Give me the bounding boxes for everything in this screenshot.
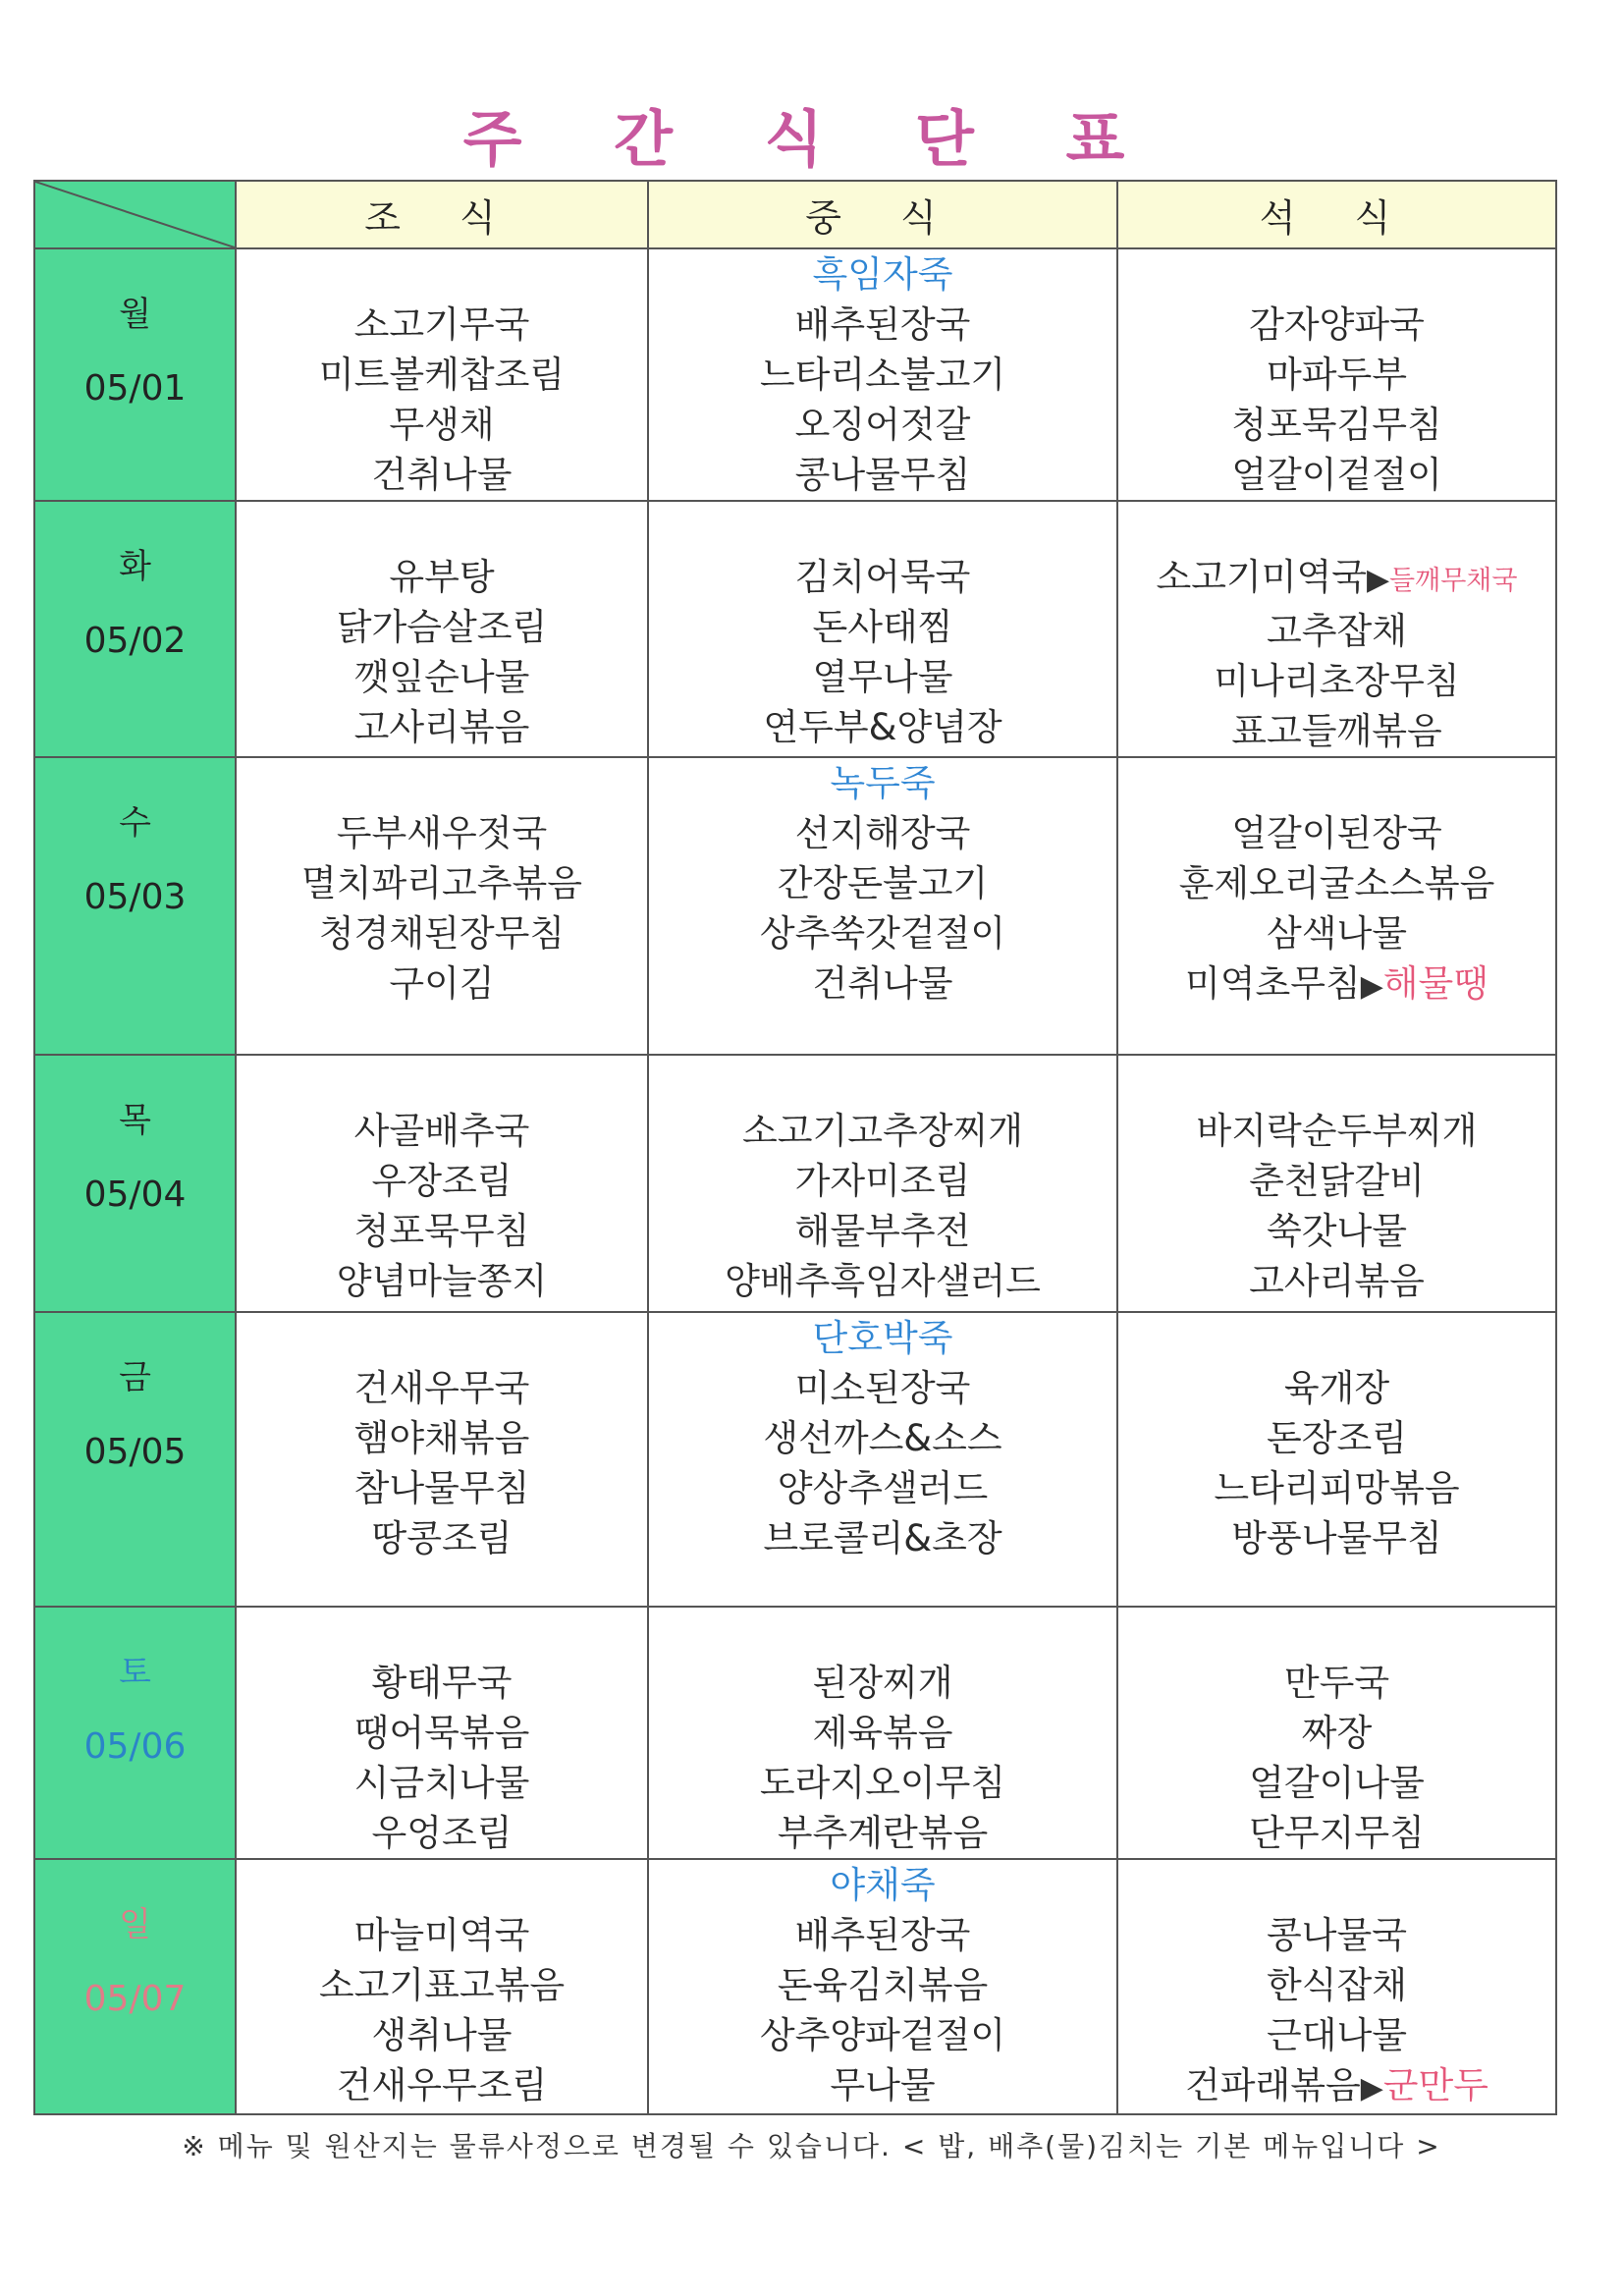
menu-item: 돈육김치볶음: [777, 1964, 989, 2006]
day-cell: [34, 757, 236, 1055]
menu-item: 닭가슴살조림: [336, 606, 548, 648]
day-cell: [34, 1312, 236, 1607]
dinner-cell: [1117, 757, 1556, 1055]
menu-item: 미트볼케찹조림: [318, 354, 566, 396]
porridge-item: 녹두죽: [830, 762, 936, 804]
menu-item-with-alternative: [1118, 2060, 1555, 2113]
menu-item: 간장돈불고기: [777, 862, 989, 904]
day-date: 05/05: [83, 1432, 187, 1472]
arrow-icon: ▶: [1360, 969, 1383, 1004]
menu-item: 브로콜리&초장: [763, 1517, 1002, 1559]
menu-item: 생취나물: [371, 2014, 513, 2056]
dinner-cell: [1117, 1312, 1556, 1607]
menu-item: 우엉조림: [371, 1812, 513, 1854]
day-date: 05/01: [83, 368, 187, 409]
lunch-cell: [648, 1312, 1117, 1607]
menu-item: 근대나물: [1267, 2014, 1407, 2056]
menu-item: 배추된장국: [794, 1914, 971, 1956]
menu-item: 단무지무침: [1249, 1812, 1425, 1854]
menu-item: 무생채: [389, 404, 495, 446]
menu-item: 멸치꽈리고추볶음: [301, 862, 582, 904]
menu-item: 표고들깨볶음: [1231, 710, 1442, 752]
menu-item: 소고기표고볶음: [318, 1964, 566, 2006]
menu-item: 구이김: [389, 962, 495, 1005]
lunch-cell: [648, 1055, 1117, 1312]
menu-item: 콩나물무침: [794, 454, 971, 496]
day-cell: [34, 248, 236, 501]
menu-item: 청경채된장무침: [318, 912, 566, 955]
menu-item: 한식잡채: [1267, 1964, 1407, 2006]
breakfast-cell: [236, 1055, 648, 1312]
alternative-item: 해물땡: [1382, 962, 1489, 1005]
menu-item: 된장찌개: [812, 1662, 953, 1704]
menu-item: 돈사태찜: [812, 606, 953, 648]
alternative-item: 들깨무채국: [1389, 566, 1518, 596]
weekly-menu-table: [33, 180, 1557, 2115]
breakfast-cell: [236, 1859, 648, 2114]
lunch-cell: [648, 1607, 1117, 1859]
menu-item-with-alternative: [1118, 958, 1555, 1011]
day-name: 일: [119, 1905, 151, 1944]
menu-item: 건새우무조림: [336, 2064, 548, 2106]
lunch-cell: [648, 248, 1117, 501]
day-cell: [34, 501, 236, 757]
table-row: [34, 501, 1556, 757]
menu-item: 땡어묵볶음: [353, 1712, 530, 1754]
breakfast-cell: [236, 757, 648, 1055]
menu-body: [34, 248, 1556, 2114]
menu-item: 고추잡채: [1267, 610, 1407, 652]
lunch-cell: [648, 757, 1117, 1055]
menu-item: 햄야채볶음: [353, 1417, 530, 1459]
day-date: 05/04: [83, 1175, 187, 1215]
table-row: [34, 1607, 1556, 1859]
menu-item: 방풍나물무침: [1231, 1517, 1442, 1559]
menu-item: 느타리소불고기: [759, 354, 1006, 396]
menu-item: 도라지오이무침: [759, 1762, 1006, 1804]
day-name: 목: [119, 1101, 151, 1140]
dinner-cell: [1117, 501, 1556, 757]
table-row: [34, 1859, 1556, 2114]
menu-item: 돈장조림: [1267, 1417, 1407, 1459]
dinner-cell: [1117, 1607, 1556, 1859]
menu-item: 소고기무국: [353, 303, 530, 346]
menu-item: 시금치나물: [353, 1762, 530, 1804]
dinner-cell: [1117, 1859, 1556, 2114]
day-name: 수: [119, 803, 151, 843]
day-date: 05/06: [83, 1726, 187, 1767]
menu-item: 무나물: [830, 2064, 936, 2106]
menu-item: 오징어젓갈: [794, 404, 971, 446]
menu-item-text: 미역초무침: [1184, 962, 1361, 1005]
menu-item: 삼색나물: [1267, 912, 1407, 955]
menu-item-text: 건파래볶음: [1184, 2064, 1361, 2106]
porridge-item: 단호박죽: [812, 1317, 953, 1359]
menu-item: 건새우무국: [353, 1367, 530, 1409]
breakfast-cell: [236, 501, 648, 757]
lunch-cell: [648, 501, 1117, 757]
menu-item: 얼갈이겉절이: [1231, 454, 1442, 496]
porridge-item: 흑임자죽: [812, 253, 953, 296]
menu-item: 땅콩조림: [371, 1517, 513, 1559]
corner-cell: [34, 181, 236, 248]
menu-item: 춘천닭갈비: [1249, 1160, 1425, 1202]
menu-item: 감자양파국: [1249, 303, 1425, 346]
table-row: [34, 248, 1556, 501]
breakfast-cell: [236, 1607, 648, 1859]
day-date: 05/02: [83, 621, 187, 661]
porridge-item: 야채죽: [830, 1864, 936, 1906]
table-row: [34, 1055, 1556, 1312]
menu-item: 양념마늘쫑지: [336, 1260, 548, 1302]
menu-item: 열무나물: [812, 656, 953, 698]
footer-note: ※ 메뉴 및 원산지는 물류사정으로 변경될 수 있습니다. < 밥, 배추(물)김치는 기본 메뉴입니다 >: [182, 2130, 1441, 2162]
alternative-item: 군만두: [1382, 2064, 1489, 2106]
menu-item: 가자미조림: [794, 1160, 971, 1202]
menu-item: 건취나물: [812, 962, 953, 1005]
menu-item: 육개장: [1283, 1367, 1390, 1409]
menu-item: 만두국: [1283, 1662, 1390, 1704]
menu-item: 제육볶음: [812, 1712, 953, 1754]
arrow-icon: ▶: [1366, 563, 1390, 597]
day-name: 금: [119, 1358, 151, 1397]
menu-item: 유부탕: [389, 556, 495, 598]
menu-item: 청포묵김무침: [1231, 404, 1442, 446]
breakfast-cell: [236, 248, 648, 501]
day-name: 월: [119, 295, 151, 334]
lunch-cell: [648, 1859, 1117, 2114]
header-breakfast: 조 식: [236, 181, 648, 248]
dinner-cell: [1117, 1055, 1556, 1312]
menu-item: 해물부추전: [794, 1210, 971, 1252]
menu-item: 부추계란볶음: [777, 1812, 989, 1854]
menu-item: 미나리초장무침: [1214, 660, 1460, 702]
menu-item: 쑥갓나물: [1267, 1210, 1407, 1252]
arrow-icon: ▶: [1360, 2071, 1383, 2105]
menu-item-text: 소고기미역국: [1156, 556, 1367, 598]
menu-item: 느타리피망볶음: [1214, 1467, 1460, 1509]
menu-item: 짜장: [1301, 1712, 1373, 1754]
menu-item: 양배추흑임자샐러드: [725, 1260, 1041, 1302]
day-name: 토: [119, 1653, 151, 1692]
menu-item: 얼갈이된장국: [1231, 812, 1442, 854]
menu-item: 연두부&양념장: [763, 706, 1002, 748]
day-cell: [34, 1055, 236, 1312]
menu-item: 미소된장국: [794, 1367, 971, 1409]
breakfast-cell: [236, 1312, 648, 1607]
header-lunch: 중 식: [648, 181, 1117, 248]
menu-item: 마늘미역국: [353, 1914, 530, 1956]
day-cell: [34, 1607, 236, 1859]
menu-item: 상추쑥갓겉절이: [759, 912, 1006, 955]
day-date: 05/07: [83, 1979, 187, 2019]
table-row: [34, 1312, 1556, 1607]
menu-item: 고사리볶음: [1249, 1260, 1425, 1302]
menu-item: 소고기고추장찌개: [742, 1110, 1023, 1152]
menu-item: 김치어묵국: [794, 556, 971, 598]
table-row: [34, 757, 1556, 1055]
menu-item: 황태무국: [371, 1662, 513, 1704]
header-dinner: 석 식: [1117, 181, 1556, 248]
menu-item: 배추된장국: [794, 303, 971, 346]
menu-item-with-alternative: [1118, 552, 1555, 606]
menu-item: 얼갈이나물: [1249, 1762, 1425, 1804]
menu-item: 두부새우젓국: [336, 812, 548, 854]
menu-item: 바지락순두부찌개: [1196, 1110, 1478, 1152]
menu-item: 선지해장국: [794, 812, 971, 854]
menu-item: 훈제오리굴소스볶음: [1178, 862, 1495, 904]
page-title: 주 간 식 단 표: [462, 103, 1161, 175]
menu-item: 우장조림: [371, 1160, 513, 1202]
menu-item: 청포묵무침: [353, 1210, 530, 1252]
menu-item: 상추양파겉절이: [759, 2014, 1006, 2056]
menu-item: 양상추샐러드: [777, 1467, 989, 1509]
day-date: 05/03: [83, 877, 187, 917]
menu-item: 생선까스&소스: [763, 1417, 1002, 1459]
day-cell: [34, 1859, 236, 2114]
dinner-cell: [1117, 248, 1556, 501]
menu-item: 참나물무침: [353, 1467, 530, 1509]
menu-item: 콩나물국: [1267, 1914, 1407, 1956]
menu-item: 깻잎순나물: [353, 656, 530, 698]
menu-item: 사골배추국: [353, 1110, 530, 1152]
menu-item: 고사리볶음: [353, 706, 530, 748]
diagonal-line: [35, 182, 235, 247]
menu-item: 건취나물: [371, 454, 513, 496]
day-name: 화: [119, 547, 151, 586]
menu-item: 마파두부: [1267, 354, 1407, 396]
